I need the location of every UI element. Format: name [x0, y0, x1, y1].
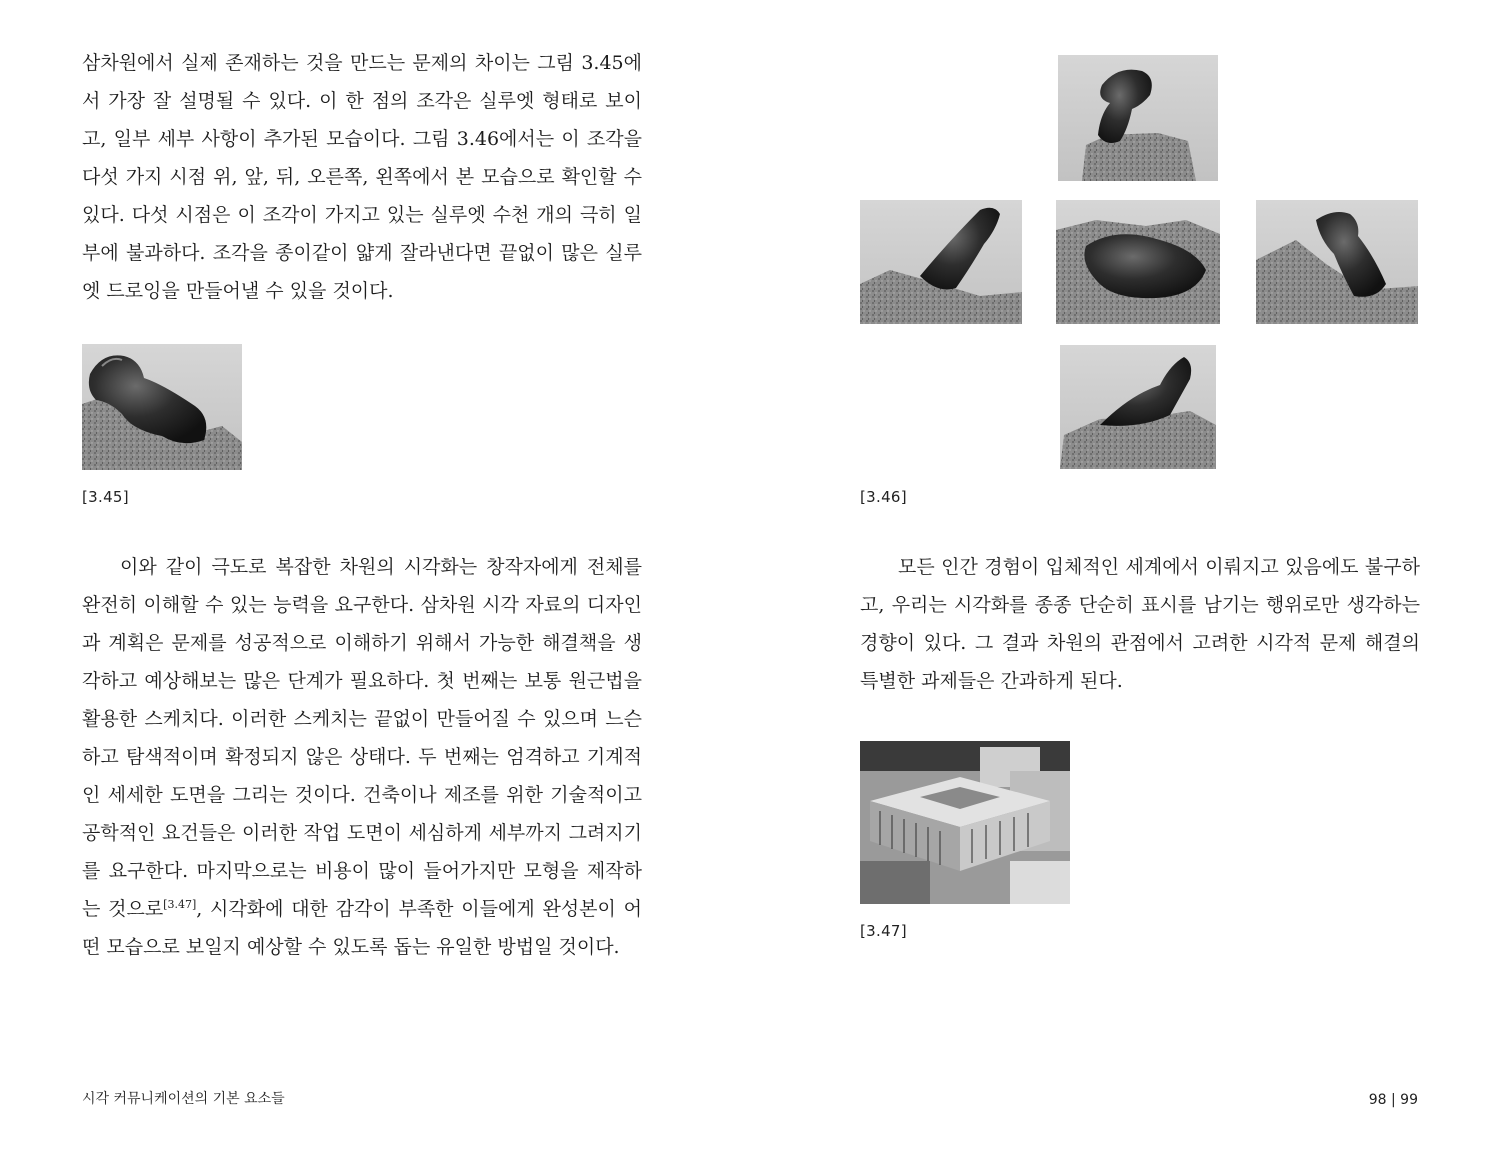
- running-footer-title: 시각 커뮤니케이션의 기본 요소들: [82, 1091, 285, 1107]
- right-paragraph-1-text: 모든 인간 경험이 입체적인 세계에서 이뤄지고 있음에도 불구하고, 우리는 시각화를 종종 단순히 표시를 남기는 행위로만 생각하는 경향이 있다. 그 결과 차원의 관점에서 고려한 시각적 문제 해결의 특별한 과제들은 간과하게 된다.: [860, 556, 1420, 692]
- sculpture-photo-back-view: [1060, 345, 1216, 469]
- page-numbers: 98 | 99: [1368, 1092, 1418, 1108]
- sculpture-photo-3-45: [82, 344, 242, 470]
- figure-caption-3-45: [3.45]: [82, 488, 129, 506]
- sculpture-photo-top-view: [1058, 55, 1218, 181]
- architecture-model-photo-3-47: [860, 741, 1070, 904]
- figure-caption-3-47: [3.47]: [860, 922, 907, 940]
- left-paragraph-2-text: 이와 같이 극도로 복잡한 차원의 시각화는 창작자에게 전체를 완전히 이해할 수 있는 능력을 요구한다. 삼차원 시각 자료의 디자인과 계획은 문제를 성공적으로 이해하기 위해서 가능한 해결책을 생각하고 예상해보는 많은 단계가 필요하다. 첫 번째는 보통 원근법을 활용한 스케치다. 이러한 스케치는 끝없이 만들어질 수 있으며 느슨하고 탐색적이며 확정되지 않은 상태다. 두 번째는 엄격하고 기계적인 세세한 도면을 그리는 것이다. 건축이나 제조를 위한 기술적이고 공학적인 요건들은 이러한 작업 도면이 세심하게 세부까지 그려지기를 요구한다. 마지막으로는 비용이 많이 들어가지만 모형을 제작하는 것으로: [82, 556, 642, 920]
- sculpture-photo-front-view: [1056, 200, 1220, 324]
- right-paragraph-1: [860, 548, 1420, 700]
- sculpture-photo-right-view: [1256, 200, 1418, 324]
- left-paragraph-1: 삼차원에서 실제 존재하는 것을 만드는 문제의 차이는 그림 3.45에서 가장 잘 설명될 수 있다. 이 한 점의 조각은 실루엣 형태로 보이고, 일부 세부 사항이 추가된 모습이다. 그림 3.46에서는 이 조각을 다섯 가지 시점 위, 앞, 뒤, 오른쪽, 왼쪽에서 본 모습으로 확인할 수 있다. 다섯 시점은 이 조각이 가지고 있는 실루엣 수천 개의 극히 일부에 불과하다. 조각을 종이같이 얇게 잘라낸다면 끝없이 많은 실루엣 드로잉을 만들어낼 수 있을 것이다.: [82, 52, 642, 302]
- left-paragraph-2-text-end: , 시각화에 대한 감각이 부족한 이들에게 완성본이 어떤 모습으로 보일지 예상할 수 있도록 돕는 유일한 방법일 것이다.: [82, 898, 642, 958]
- sculpture-photo-left-view: [860, 200, 1022, 324]
- left-paragraph-2: [82, 548, 642, 966]
- figure-reference-3-47: [3.47]: [163, 898, 197, 911]
- figure-caption-3-46: [3.46]: [860, 488, 907, 506]
